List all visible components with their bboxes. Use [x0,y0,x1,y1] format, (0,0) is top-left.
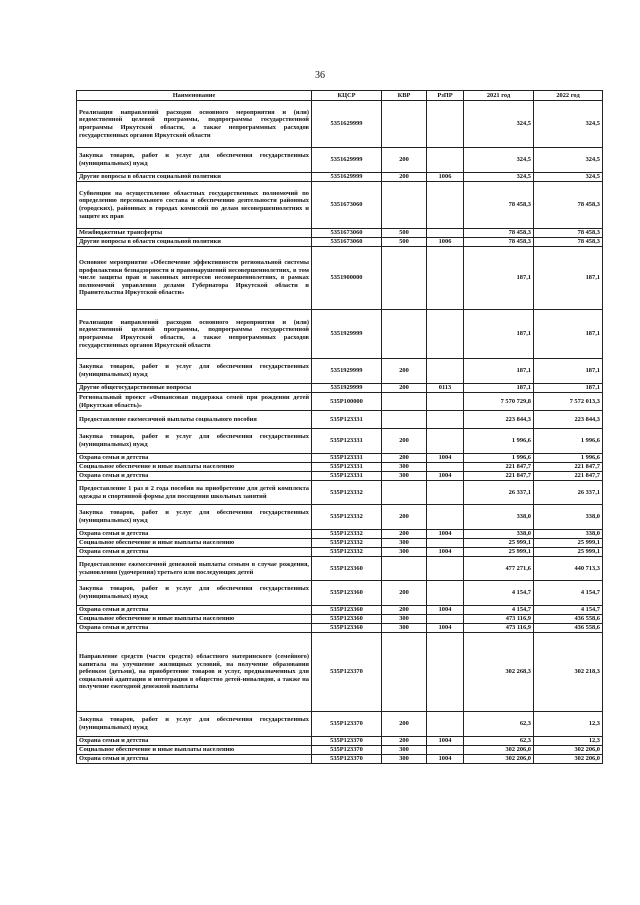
cell-name: Охрана семьи и детства [77,472,312,481]
cell-rzpr [427,148,464,173]
cell-y2022: 302 206,0 [534,746,603,755]
table-body [77,101,603,764]
cell-y2021: 187,1 [464,310,534,359]
cell-kvr: 300 [382,463,427,472]
cell-y2022: 302 218,3 [534,633,603,712]
cell-rzpr: 1004 [427,530,464,539]
table-row [77,229,603,238]
cell-rzpr: 1006 [427,238,464,247]
cell-rzpr [427,182,464,229]
cell-name: Охрана семьи и детства [77,530,312,539]
cell-kcsr: 535P123360 [312,557,382,581]
cell-kvr: 200 [382,530,427,539]
cell-y2022: 324,5 [534,101,603,148]
header-2022: 2022 год [534,91,603,101]
cell-rzpr [427,229,464,238]
cell-kcsr: 5351900000 [312,247,382,310]
header-kcsr: КЦСР [312,91,382,101]
cell-kvr: 200 [382,505,427,530]
cell-name: Охрана семьи и детства [77,755,312,764]
table-row [77,411,603,429]
table-row [77,633,603,712]
cell-y2022: 78 458,3 [534,238,603,247]
cell-name: Предоставление ежемесячной выплаты социального пособия [77,411,312,429]
cell-y2021: 4 154,7 [464,581,534,606]
cell-kcsr: 535P123370 [312,755,382,764]
cell-name: Предоставление 1 раз в 2 года пособия на приобретение для детей комплекта одежды и спортивной формы для посещения школьных занятий [77,481,312,505]
table-row [77,310,603,359]
cell-rzpr [427,411,464,429]
cell-name: Закупка товаров, работ и услуг для обеспечения государственных (муниципальных) нужд [77,148,312,173]
table-row [77,359,603,384]
cell-kcsr: 5351629999 [312,101,382,148]
cell-name: Социальное обеспечение и иные выплаты населению [77,615,312,624]
cell-y2022: 338,0 [534,530,603,539]
cell-kvr: 200 [382,173,427,182]
table-row [77,384,603,393]
cell-rzpr [427,615,464,624]
cell-name: Основное мероприятие «Обеспечение эффективности региональной системы профилактики безнадзорности и правонарушений несовершеннолетних, в том числе защиты прав и законных интересов несовершеннолетних, в рамках полномочий управления делами Губернатора Иркутской области и Правительства Иркутской области» [77,247,312,310]
cell-y2022: 436 558,6 [534,624,603,633]
cell-rzpr: 1004 [427,454,464,463]
cell-y2022: 436 558,6 [534,615,603,624]
cell-kvr [382,101,427,148]
cell-y2022: 187,1 [534,359,603,384]
cell-kcsr: 535P123331 [312,429,382,454]
cell-y2021: 4 154,7 [464,606,534,615]
header-name: Наименование [77,91,312,101]
cell-rzpr [427,393,464,411]
cell-y2021: 78 458,3 [464,182,534,229]
table-row [77,463,603,472]
table-row [77,557,603,581]
cell-name: Социальное обеспечение и иные выплаты населению [77,746,312,755]
cell-y2021: 25 999,1 [464,539,534,548]
cell-y2021: 338,0 [464,530,534,539]
cell-y2021: 187,1 [464,247,534,310]
table-row [77,481,603,505]
table-row [77,530,603,539]
cell-kvr: 200 [382,454,427,463]
table-row [77,755,603,764]
cell-name: Другие вопросы в области социальной политики [77,173,312,182]
cell-name: Межбюджетные трансферты [77,229,312,238]
cell-kvr [382,310,427,359]
budget-table [76,90,603,764]
cell-y2022: 25 999,1 [534,548,603,557]
cell-y2022: 4 154,7 [534,581,603,606]
cell-name: Региональный проект «Финансовая поддержка семей при рождении детей (Иркутская область)» [77,393,312,411]
cell-rzpr [427,557,464,581]
cell-y2022: 223 844,3 [534,411,603,429]
cell-name: Социальное обеспечение и иные выплаты населению [77,463,312,472]
cell-kvr [382,481,427,505]
table-row [77,238,603,247]
cell-rzpr [427,746,464,755]
cell-name: Закупка товаров, работ и услуг для обеспечения государственных (муниципальных) нужд [77,505,312,530]
cell-kvr: 300 [382,539,427,548]
cell-kcsr: 535P123331 [312,454,382,463]
cell-kcsr: 535P123370 [312,737,382,746]
header-2021: 2021 год [464,91,534,101]
cell-y2022: 25 999,1 [534,539,603,548]
cell-kcsr: 535P123332 [312,505,382,530]
cell-rzpr [427,633,464,712]
cell-y2021: 473 116,9 [464,624,534,633]
cell-y2022: 440 713,3 [534,557,603,581]
cell-y2022: 26 337,1 [534,481,603,505]
cell-rzpr: 1006 [427,173,464,182]
cell-y2021: 221 847,7 [464,472,534,481]
cell-kvr: 200 [382,384,427,393]
cell-y2021: 302 206,0 [464,746,534,755]
cell-y2021: 78 458,3 [464,229,534,238]
cell-kcsr: 535P123332 [312,548,382,557]
table-row [77,472,603,481]
cell-kvr: 200 [382,429,427,454]
cell-y2021: 223 844,3 [464,411,534,429]
cell-kvr: 200 [382,737,427,746]
cell-kvr: 500 [382,238,427,247]
table-row [77,581,603,606]
cell-y2021: 324,5 [464,173,534,182]
cell-rzpr: 1004 [427,624,464,633]
table-row [77,393,603,411]
cell-rzpr [427,101,464,148]
cell-y2022: 324,5 [534,148,603,173]
cell-rzpr: 1004 [427,737,464,746]
cell-y2021: 221 847,7 [464,463,534,472]
cell-kvr: 300 [382,746,427,755]
cell-y2022: 7 572 013,3 [534,393,603,411]
cell-kvr: 200 [382,359,427,384]
table-row [77,746,603,755]
cell-kcsr: 535P123370 [312,746,382,755]
cell-name: Охрана семьи и детства [77,454,312,463]
table-row [77,182,603,229]
cell-y2022: 221 847,7 [534,472,603,481]
cell-y2021: 7 570 729,8 [464,393,534,411]
header-rzpr: РзПР [427,91,464,101]
cell-kcsr: 5351673060 [312,238,382,247]
cell-rzpr [427,247,464,310]
cell-rzpr [427,310,464,359]
cell-kvr: 200 [382,712,427,737]
cell-y2022: 187,1 [534,310,603,359]
cell-kcsr: 5351929999 [312,359,382,384]
cell-y2021: 302 206,0 [464,755,534,764]
cell-y2022: 187,1 [534,247,603,310]
cell-name: Закупка товаров, работ и услуг для обеспечения государственных (муниципальных) нужд [77,429,312,454]
cell-rzpr [427,581,464,606]
cell-y2021: 26 337,1 [464,481,534,505]
cell-name: Другие общегосударственные вопросы [77,384,312,393]
cell-rzpr: 1004 [427,548,464,557]
cell-rzpr: 1004 [427,755,464,764]
table-row [77,148,603,173]
cell-y2022: 338,0 [534,505,603,530]
cell-kcsr: 535P100000 [312,393,382,411]
cell-y2021: 1 996,6 [464,429,534,454]
cell-kvr: 200 [382,148,427,173]
cell-y2021: 324,5 [464,148,534,173]
table-row [77,548,603,557]
cell-kcsr: 535P123360 [312,581,382,606]
cell-name: Закупка товаров, работ и услуг для обеспечения государственных (муниципальных) нужд [77,712,312,737]
page-number: 36 [315,70,325,81]
cell-y2022: 78 458,3 [534,229,603,238]
cell-kcsr: 535P123332 [312,530,382,539]
cell-kvr [382,557,427,581]
cell-kvr: 300 [382,755,427,764]
cell-kcsr: 535P123331 [312,463,382,472]
cell-kcsr: 5351629999 [312,173,382,182]
cell-rzpr: 1004 [427,472,464,481]
cell-kvr: 500 [382,229,427,238]
cell-name: Реализация направлений расходов основного мероприятия и (или) ведомственной целевой программы, подпрограммы государственной программы Иркутской области, а также непрограммных расходов государственных органов Иркутской области [77,101,312,148]
cell-name: Предоставление ежемесячной денежной выплаты семьям в случае рождения, усыновления (удочерения) третьего или последующих детей [77,557,312,581]
cell-y2021: 302 268,3 [464,633,534,712]
cell-name: Субвенции на осуществление областных государственных полномочий по определению персонального состава и обеспечению деятельности районных (городских), районных в городах комиссий по делам несовершеннолетних и защите их прав [77,182,312,229]
cell-kvr [382,633,427,712]
cell-kcsr: 535P123360 [312,624,382,633]
header-kvr: КВР [382,91,427,101]
cell-rzpr [427,505,464,530]
cell-y2022: 12,3 [534,737,603,746]
cell-rzpr [427,463,464,472]
cell-kvr [382,182,427,229]
table-row [77,606,603,615]
cell-kcsr: 535P123370 [312,633,382,712]
cell-kvr [382,247,427,310]
cell-rzpr [427,359,464,384]
table-row [77,173,603,182]
cell-name: Закупка товаров, работ и услуг для обеспечения государственных (муниципальных) нужд [77,581,312,606]
cell-kcsr: 5351929999 [312,310,382,359]
cell-kvr [382,393,427,411]
table-row [77,505,603,530]
cell-kcsr: 5351929999 [312,384,382,393]
cell-y2021: 338,0 [464,505,534,530]
cell-y2022: 187,1 [534,384,603,393]
cell-rzpr: 1004 [427,606,464,615]
table-row [77,454,603,463]
cell-kvr [382,411,427,429]
cell-name: Направление средств (части средств) областного материнского (семейного) капитала на улучшение жилищных условий, на получение образования ребенком (детьми), на приобретение товаров и услуг, предназначенных для социальной адаптации и интеграции в общество детей-инвалидов, а также на получение ежегодной денежной выплаты [77,633,312,712]
table-row [77,429,603,454]
cell-kvr: 300 [382,615,427,624]
table-row [77,247,603,310]
cell-kcsr: 5351673060 [312,229,382,238]
cell-kvr: 200 [382,581,427,606]
cell-y2022: 78 458,3 [534,182,603,229]
cell-y2022: 4 154,7 [534,606,603,615]
cell-name: Охрана семьи и детства [77,548,312,557]
cell-kcsr: 535P123360 [312,615,382,624]
cell-y2021: 25 999,1 [464,548,534,557]
cell-kcsr: 535P123331 [312,411,382,429]
cell-name: Охрана семьи и детства [77,624,312,633]
table-row [77,539,603,548]
table-row [77,101,603,148]
cell-name: Охрана семьи и детства [77,606,312,615]
cell-kcsr: 5351673060 [312,182,382,229]
cell-rzpr: 0113 [427,384,464,393]
cell-y2022: 324,5 [534,173,603,182]
table-header-row [77,91,603,101]
cell-kvr: 300 [382,472,427,481]
cell-kcsr: 535P123331 [312,472,382,481]
cell-y2022: 302 206,0 [534,755,603,764]
cell-kcsr: 535P123332 [312,539,382,548]
cell-y2021: 62,3 [464,712,534,737]
cell-name: Охрана семьи и детства [77,737,312,746]
cell-y2022: 1 996,6 [534,454,603,463]
cell-name: Социальное обеспечение и иные выплаты населению [77,539,312,548]
cell-y2021: 62,3 [464,737,534,746]
cell-y2021: 324,5 [464,101,534,148]
cell-name: Закупка товаров, работ и услуг для обеспечения государственных (муниципальных) нужд [77,359,312,384]
cell-rzpr [427,539,464,548]
cell-kvr: 200 [382,606,427,615]
table-row [77,615,603,624]
cell-y2022: 221 847,7 [534,463,603,472]
cell-y2022: 1 996,6 [534,429,603,454]
cell-kcsr: 535P123332 [312,481,382,505]
cell-y2021: 187,1 [464,359,534,384]
cell-y2021: 473 116,9 [464,615,534,624]
cell-name: Другие вопросы в области социальной политики [77,238,312,247]
cell-rzpr [427,429,464,454]
cell-name: Реализация направлений расходов основного мероприятия и (или) ведомственной целевой программы, подпрограммы государственной программы Иркутской области, а также непрограммных расходов государственных органов Иркутской области [77,310,312,359]
cell-rzpr [427,712,464,737]
cell-rzpr [427,481,464,505]
cell-kvr: 300 [382,548,427,557]
cell-y2022: 12,3 [534,712,603,737]
table-row [77,737,603,746]
cell-y2021: 1 996,6 [464,454,534,463]
cell-y2021: 187,1 [464,384,534,393]
cell-y2021: 477 271,6 [464,557,534,581]
table-row [77,712,603,737]
cell-kvr: 300 [382,624,427,633]
cell-kcsr: 535P123370 [312,712,382,737]
table-row [77,624,603,633]
cell-kcsr: 535P123360 [312,606,382,615]
cell-kcsr: 5351629999 [312,148,382,173]
cell-y2021: 78 458,3 [464,238,534,247]
